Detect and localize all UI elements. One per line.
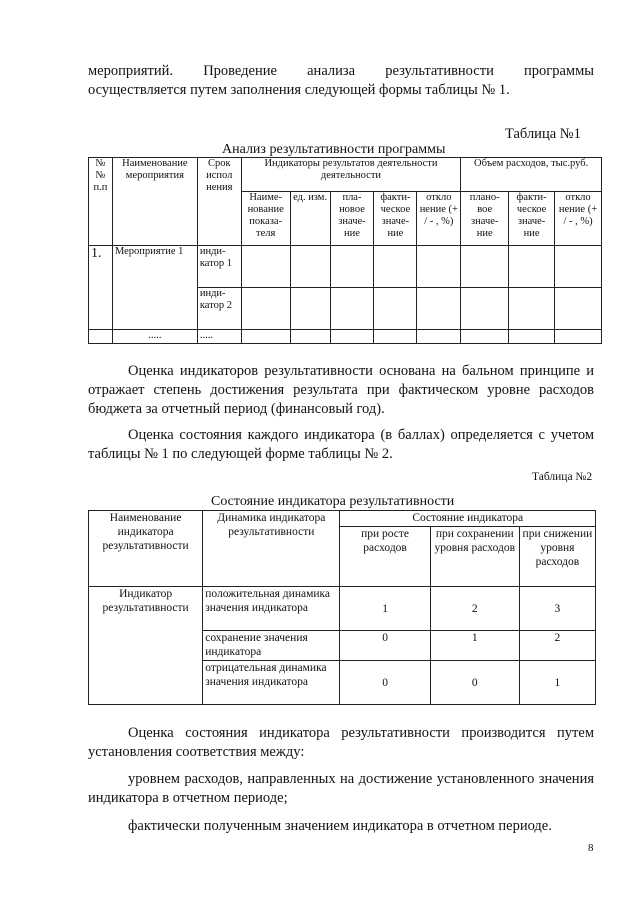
table2-score: 3 xyxy=(519,587,595,631)
table2-header-name: Наименование индикатора результативности xyxy=(89,511,203,587)
table2 xyxy=(88,510,596,705)
table2-header-dynamics: Динамика индикатора результативности xyxy=(203,511,340,587)
table1-sub-header: пла- новое значе- ние xyxy=(330,192,374,246)
table1-title: Анализ результативности программы xyxy=(222,142,446,157)
table1-header-name: Наименование мероприятия xyxy=(112,158,197,246)
paragraph-actual-value: фактически полученным значением индикатора в отчетном периоде. xyxy=(128,818,552,834)
table2-score: 1 xyxy=(430,631,519,661)
table2-score: 1 xyxy=(519,661,595,705)
table2-label: Таблица №2 xyxy=(532,471,593,483)
table2-score: 2 xyxy=(430,587,519,631)
table2-title: Состояние индикатора результативности xyxy=(211,494,455,509)
paragraph-state: Оценка состояния каждого индикатора (в баллах) определяется с учетом таблицы № 1 по следующей форме таблицы № 2. xyxy=(88,427,594,462)
table2-score: 1 xyxy=(340,587,430,631)
table2-score: 2 xyxy=(519,631,595,661)
table1-sub-header: факти- ческое значе- ние xyxy=(374,192,417,246)
table2-score: 0 xyxy=(340,661,430,705)
table1-label: Таблица №1 xyxy=(505,126,581,142)
table1-header-term: Срок испол нения xyxy=(197,158,241,246)
table1-sub-header: откло нение (+ / - , %) xyxy=(417,192,461,246)
table1-dots: ..... xyxy=(112,330,197,344)
paragraph-scoring: Оценка индикаторов результативности основана на бальном принципе и отражает степень достижения результата при фактическом уровне расходов бюджета за отчетный период (финансовый год). xyxy=(88,363,594,417)
page-number: 8 xyxy=(588,842,594,854)
table1-row-term: инди- катор 2 xyxy=(197,288,241,330)
table2-score: 0 xyxy=(430,661,519,705)
table1-header-costs: Объем расходов, тыс.руб. xyxy=(461,158,602,192)
table1-header-number: № № п.п xyxy=(89,158,113,246)
table2-score: 0 xyxy=(340,631,430,661)
intro-line-2: осуществляется путем заполнения следующей формы таблицы № 1. xyxy=(88,82,510,98)
intro-line-1: мероприятий. Проведение анализа результативности программы xyxy=(88,63,594,79)
table1-row-number: 1. xyxy=(89,246,113,330)
table2-dynamics: отрицательная динамика значения индикатора xyxy=(203,661,340,705)
paragraph-assessment: Оценка состояния индикатора результативности производится путем установления соответствия между: xyxy=(88,725,594,760)
table2-dynamics: сохранение значения индикатора xyxy=(203,631,340,661)
table2-header-keep: при сохранении уровня расходов xyxy=(430,527,519,587)
table2-header-growth: при росте расходов xyxy=(340,527,430,587)
table1-sub-header: плано- вое значе- ние xyxy=(461,192,509,246)
table1-sub-header: откло нение (+ / - , %) xyxy=(555,192,602,246)
table1 xyxy=(88,157,602,344)
table2-dynamics: положительная динамика значения индикатора xyxy=(203,587,340,631)
table1-row-name: Мероприятие 1 xyxy=(112,246,197,330)
table2-header-decline: при снижении уровня расходов xyxy=(519,527,595,587)
table2-indicator-name: Индикатор результативности xyxy=(89,587,203,705)
table1-row-term: инди- катор 1 xyxy=(197,246,241,288)
table1-header-indicators: Индикаторы результатов деятельности деятельности xyxy=(241,158,461,192)
table1-sub-header: ед. изм. xyxy=(290,192,330,246)
table1-sub-header: факти- ческое значе- ние xyxy=(509,192,555,246)
table1-sub-header: Наиме- нование показа- теля xyxy=(241,192,290,246)
paragraph-expense-level: уровнем расходов, направленных на достижение установленного значения индикатора в отчетном периоде; xyxy=(88,771,594,806)
table2-header-state: Состояние индикатора xyxy=(340,511,596,527)
table1-dots: ..... xyxy=(197,330,241,344)
